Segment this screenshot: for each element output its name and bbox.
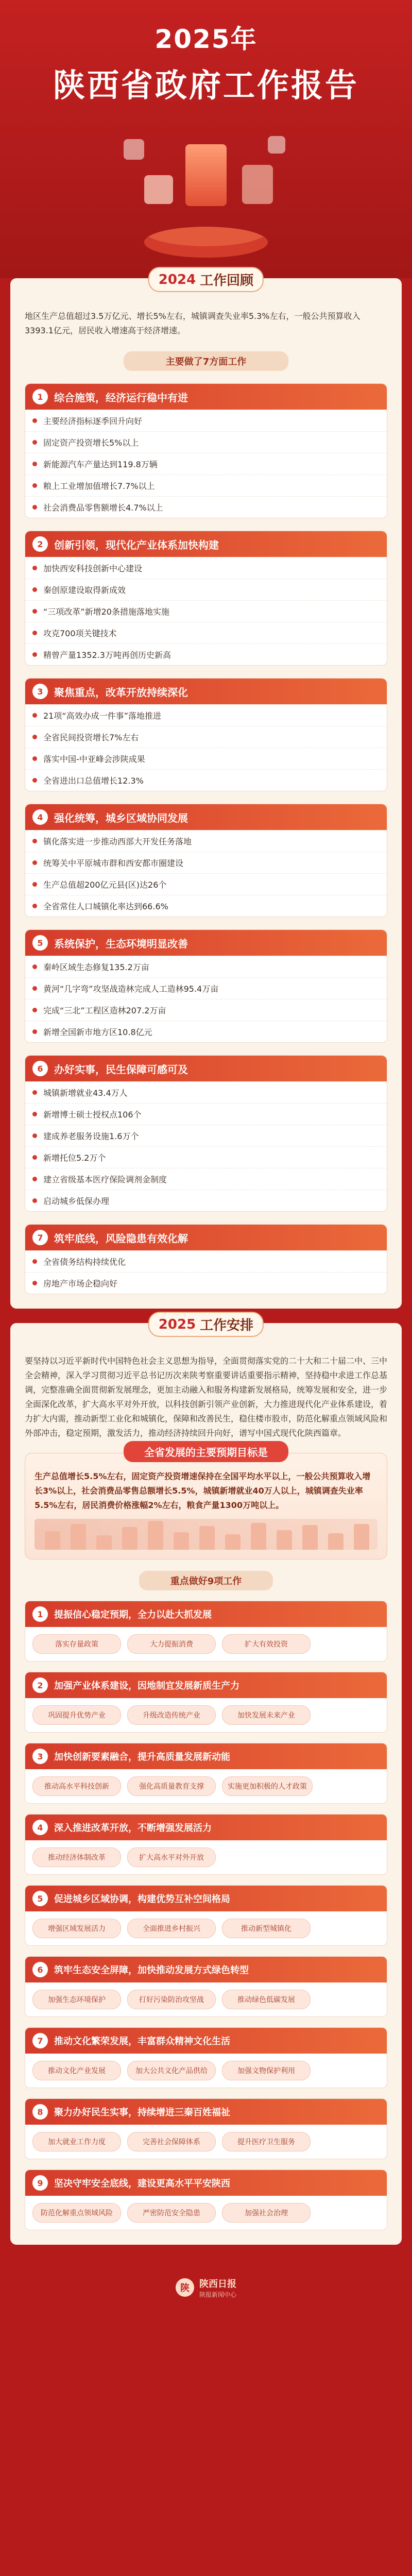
list-item: “三项改革”新增20条措施落地实施 bbox=[25, 600, 387, 622]
review-year: 2024 bbox=[158, 272, 196, 287]
bullet-dot-icon bbox=[32, 566, 37, 570]
list-item: 统筹关中平原城市群和西安都市圈建设 bbox=[25, 852, 387, 873]
task-chip: 实施更加积极的人才政策 bbox=[222, 1776, 313, 1796]
task-chip: 提升医疗卫生服务 bbox=[222, 2132, 311, 2151]
task-chips bbox=[25, 1982, 387, 2016]
task-chip: 加大就业工作力度 bbox=[32, 2132, 121, 2151]
bullet-dot-icon bbox=[32, 1029, 37, 1034]
footer-sub-text: 陕报新闻中心 bbox=[199, 2291, 236, 2298]
task-card bbox=[25, 1672, 387, 1733]
task-chips bbox=[25, 1627, 387, 1661]
review-card-title: 筑牢底线，风险隐患有效化解 bbox=[54, 1232, 188, 1245]
number-badge: 9 bbox=[32, 2175, 48, 2191]
list-item: 建成养老服务设施1.6万个 bbox=[25, 1125, 387, 1146]
task-header bbox=[25, 1957, 387, 1982]
list-item: 主要经济指标逐季回升向好 bbox=[25, 410, 387, 431]
review-card-header bbox=[25, 1056, 387, 1081]
bullet-dot-icon bbox=[32, 587, 37, 592]
task-chip: 推动新型城镇化 bbox=[222, 1919, 311, 1938]
task-header bbox=[25, 2170, 387, 2196]
task-header bbox=[25, 1743, 387, 1769]
task-chip: 升级改造传统产业 bbox=[127, 1705, 216, 1725]
plan-year: 2025 bbox=[158, 1316, 196, 1332]
review-card-title: 聚焦重点，改革开放持续深化 bbox=[54, 686, 188, 699]
city-skyline-illustration bbox=[35, 1519, 377, 1550]
list-item: 秦创原建设取得新成效 bbox=[25, 579, 387, 600]
review-card bbox=[25, 531, 387, 666]
hero-banner bbox=[0, 0, 412, 278]
list-item: 21项“高效办成一件事”落地推进 bbox=[25, 704, 387, 726]
list-item: 建立省级基本医疗保险调剂金制度 bbox=[25, 1168, 387, 1190]
list-item: 新能源汽车产量达到119.8万辆 bbox=[25, 453, 387, 474]
review-card bbox=[25, 678, 387, 791]
review-card-header bbox=[25, 804, 387, 830]
task-header bbox=[25, 1601, 387, 1627]
task-card bbox=[25, 1743, 387, 1804]
task-chips bbox=[25, 1769, 387, 1803]
list-item: 固定资产投资增长5%以上 bbox=[25, 431, 387, 453]
bullet-dot-icon bbox=[32, 1177, 37, 1181]
task-header bbox=[25, 1672, 387, 1698]
task-card bbox=[25, 2170, 387, 2230]
bullet-dot-icon bbox=[32, 609, 37, 614]
bullet-dot-icon bbox=[32, 462, 37, 466]
task-chip: 加快发展未来产业 bbox=[222, 1705, 311, 1725]
number-badge: 1 bbox=[32, 1606, 48, 1622]
task-chips bbox=[25, 1911, 387, 1945]
task-title: 筑牢生态安全屏障，加快推动发展方式绿色转型 bbox=[54, 1965, 249, 1976]
bullet-dot-icon bbox=[32, 735, 37, 739]
list-item: 粮上工业增加值增长7.7%以上 bbox=[25, 474, 387, 496]
number-badge: 2 bbox=[32, 536, 48, 552]
review-card-title: 综合施策，经济运行稳中有进 bbox=[54, 391, 188, 404]
review-card-header bbox=[25, 384, 387, 410]
task-title: 聚力办好民生实事，持续增进三秦百姓福祉 bbox=[54, 2107, 230, 2118]
task-card bbox=[25, 2098, 387, 2159]
task-chip: 完善社会保障体系 bbox=[127, 2132, 216, 2151]
task-chip: 加大公共文化产品供给 bbox=[127, 2061, 216, 2080]
task-chip: 推动文化产业发展 bbox=[32, 2061, 121, 2080]
bullet-dot-icon bbox=[32, 1133, 37, 1138]
bullet-dot-icon bbox=[32, 652, 37, 657]
task-chip: 防范化解重点领域风险 bbox=[32, 2203, 121, 2223]
task-chip: 加强社会治理 bbox=[222, 2203, 311, 2223]
list-item: 镇化落实进一步推动西部大开发任务落地 bbox=[25, 830, 387, 852]
review-card bbox=[25, 1224, 387, 1294]
bullet-dot-icon bbox=[32, 1008, 37, 1012]
list-item: 新增博士硕士授权点106个 bbox=[25, 1103, 387, 1125]
bullet-dot-icon bbox=[32, 1259, 37, 1264]
list-item: 全省民间投资增长7%左右 bbox=[25, 726, 387, 748]
task-chip: 增强区域发展活力 bbox=[32, 1919, 121, 1938]
number-badge: 6 bbox=[32, 1962, 48, 1977]
task-header bbox=[25, 2028, 387, 2054]
bullet-dot-icon bbox=[32, 778, 37, 783]
number-badge: 6 bbox=[32, 1061, 48, 1076]
bullet-dot-icon bbox=[32, 505, 37, 510]
task-card bbox=[25, 1885, 387, 1946]
task-chip: 巩固提升优势产业 bbox=[32, 1705, 121, 1725]
section-header-review bbox=[148, 267, 264, 292]
task-chip: 落实存量政策 bbox=[32, 1634, 121, 1654]
list-item: 城镇新增就业43.4万人 bbox=[25, 1081, 387, 1103]
list-item: 社会消费品零售额增长4.7%以上 bbox=[25, 496, 387, 518]
task-card bbox=[25, 2027, 387, 2088]
task-chip: 扩大高水平对外开放 bbox=[127, 1848, 216, 1867]
footer-logo-text: 陕西日报 bbox=[199, 2278, 236, 2290]
list-item: 黄河“几字弯”攻坚战造林完成人工造林95.4万亩 bbox=[25, 977, 387, 999]
footer-logo bbox=[176, 2277, 236, 2299]
tasks-title: 重点做好9项工作 bbox=[139, 1571, 273, 1590]
number-badge: 7 bbox=[32, 1230, 48, 1245]
number-badge: 8 bbox=[32, 2104, 48, 2120]
task-title: 深入推进改革开放，不断增强发展活力 bbox=[54, 1823, 212, 1834]
task-header bbox=[25, 1815, 387, 1840]
task-chip: 加强生态环境保护 bbox=[32, 1990, 121, 2009]
footer bbox=[0, 2259, 412, 2316]
number-badge: 5 bbox=[32, 935, 48, 951]
newspaper-logo-icon: 陕 bbox=[176, 2278, 194, 2297]
bullet-dot-icon bbox=[32, 756, 37, 761]
section-review bbox=[10, 272, 402, 1309]
list-item: 加快西安科技创新中心建设 bbox=[25, 557, 387, 579]
bullet-dot-icon bbox=[32, 964, 37, 969]
list-item: 全省进出口总值增长12.3% bbox=[25, 769, 387, 791]
review-card-title: 办好实事，民生保障可感可及 bbox=[54, 1063, 188, 1076]
review-title: 工作回顾 bbox=[200, 273, 254, 289]
hero-year: 2025年 bbox=[154, 24, 258, 54]
task-chips bbox=[25, 1840, 387, 1874]
bullet-dot-icon bbox=[32, 440, 37, 445]
number-badge: 4 bbox=[32, 809, 48, 825]
bullet-dot-icon bbox=[32, 483, 37, 488]
task-title: 推动文化繁荣发展，丰富群众精神文化生活 bbox=[54, 2036, 230, 2047]
hero-title-text: 陕西省政府工作报告 bbox=[53, 66, 359, 104]
number-badge: 7 bbox=[32, 2033, 48, 2048]
task-title: 加强产业体系建设，因地制宜发展新质生产力 bbox=[54, 1681, 239, 1691]
goals-title: 全省发展的主要预期目标是 bbox=[124, 1441, 288, 1462]
task-chip: 扩大有效投资 bbox=[222, 1634, 311, 1654]
review-card-header bbox=[25, 930, 387, 956]
task-chips bbox=[25, 2125, 387, 2159]
review-intro: 地区生产总值超过3.5万亿元、增长5%左右，城镇调查失业率5.3%左右，一般公共预算收入3393.1亿元，居民收入增速高于经济增速。 bbox=[25, 311, 360, 335]
list-item: 精曾产量1352.3万吨再创历史新高 bbox=[25, 643, 387, 665]
bullet-dot-icon bbox=[32, 631, 37, 635]
task-chips bbox=[25, 2196, 387, 2230]
task-chip: 打好污染防治攻坚战 bbox=[127, 1990, 216, 2009]
review-card-title: 系统保护，生态环境明显改善 bbox=[54, 937, 188, 950]
section-plan bbox=[10, 1316, 402, 2245]
review-card-title: 创新引领，现代化产业体系加快构建 bbox=[54, 538, 219, 551]
number-badge: 2 bbox=[32, 1677, 48, 1693]
review-card-header bbox=[25, 531, 387, 557]
number-badge: 5 bbox=[32, 1891, 48, 1906]
number-badge: 4 bbox=[32, 1820, 48, 1835]
bullet-dot-icon bbox=[32, 904, 37, 908]
task-title: 加快创新要素融合，提升高质量发展新动能 bbox=[54, 1752, 230, 1762]
task-chips bbox=[25, 1698, 387, 1732]
task-card bbox=[25, 1601, 387, 1662]
bullet-dot-icon bbox=[32, 1198, 37, 1203]
task-header bbox=[25, 1886, 387, 1911]
bullet-dot-icon bbox=[32, 1281, 37, 1285]
number-badge: 3 bbox=[32, 1749, 48, 1764]
task-chip: 推动绿色低碳发展 bbox=[222, 1990, 311, 2009]
goals-text: 生产总值增长5.5%左右，固定资产投资增速保持在全国平均水平以上，一般公共预算收入增长3%以上，社会消费品零售总额增长5.5%，城镇新增就业40万人以上，城镇调查失业率5.5%左右，居民消费价格涨幅2%左右，粮食产量1300万吨以上。 bbox=[35, 1471, 371, 1510]
bullet-dot-icon bbox=[32, 882, 37, 887]
goals-box bbox=[25, 1446, 387, 1560]
review-card-header bbox=[25, 1225, 387, 1250]
review-card bbox=[25, 1055, 387, 1212]
review-card bbox=[25, 804, 387, 917]
task-title: 促进城乡区域协调，构建优势互补空间格局 bbox=[54, 1894, 230, 1905]
list-item: 生产总值超200亿元县(区)达26个 bbox=[25, 873, 387, 895]
task-card bbox=[25, 1956, 387, 2017]
task-card bbox=[25, 1814, 387, 1875]
review-card bbox=[25, 929, 387, 1043]
list-item: 房地产市场企稳向好 bbox=[25, 1272, 387, 1294]
hero-illustration bbox=[113, 134, 299, 263]
bullet-dot-icon bbox=[32, 1090, 37, 1095]
bullet-dot-icon bbox=[32, 418, 37, 423]
task-chip: 推动高水平科技创新 bbox=[32, 1776, 121, 1796]
bullet-dot-icon bbox=[32, 839, 37, 843]
bullet-dot-icon bbox=[32, 1155, 37, 1160]
task-chip: 严密防范安全隐患 bbox=[127, 2203, 216, 2223]
bullet-dot-icon bbox=[32, 713, 37, 718]
task-chip: 加强文物保护利用 bbox=[222, 2061, 311, 2080]
task-title: 坚决守牢安全底线，建设更高水平平安陕西 bbox=[54, 2178, 230, 2189]
review-card-title: 强化统筹，城乡区域协同发展 bbox=[54, 811, 188, 824]
list-item: 完成“三北”工程区造林207.2万亩 bbox=[25, 999, 387, 1021]
review-subtitle: 主要做了7方面工作 bbox=[124, 351, 288, 371]
review-card-header bbox=[25, 679, 387, 704]
list-item: 落实中国-中亚峰会涉陕成果 bbox=[25, 748, 387, 769]
list-item: 秦岭区域生态修复135.2万亩 bbox=[25, 956, 387, 977]
task-chip: 强化高质量教育支撑 bbox=[127, 1776, 216, 1796]
task-header bbox=[25, 2099, 387, 2125]
task-chip: 推动经济体制改革 bbox=[32, 1848, 121, 1867]
plan-title: 工作安排 bbox=[200, 1318, 254, 1333]
task-chip: 大力提振消费 bbox=[127, 1634, 216, 1654]
list-item: 全省常住人口城镇化率达到66.6% bbox=[25, 895, 387, 917]
hero-title bbox=[0, 19, 412, 106]
number-badge: 3 bbox=[32, 684, 48, 699]
task-chip: 全面推进乡村振兴 bbox=[127, 1919, 216, 1938]
list-item: 新增托位5.2万个 bbox=[25, 1146, 387, 1168]
bullet-dot-icon bbox=[32, 986, 37, 991]
review-card bbox=[25, 383, 387, 518]
number-badge: 1 bbox=[32, 389, 48, 404]
task-title: 提振信心稳定预期，全力以赴大抓发展 bbox=[54, 1609, 212, 1620]
list-item: 新增全国新市地方区10.8亿元 bbox=[25, 1021, 387, 1042]
task-chips bbox=[25, 2054, 387, 2088]
section-header-plan bbox=[148, 1312, 264, 1337]
bullet-dot-icon bbox=[32, 860, 37, 865]
list-item: 启动城乡低保办理 bbox=[25, 1190, 387, 1211]
bullet-dot-icon bbox=[32, 1112, 37, 1116]
list-item: 全省债务结构持续优化 bbox=[25, 1250, 387, 1272]
plan-text: 要坚持以习近平新时代中国特色社会主义思想为指导，全面贯彻落实党的二十大和二十届二中、三中全会精神，深入学习贯彻习近平总书记历次来陕考察重要讲话重要指示精神，坚持稳中求进工作总基调，完整准确全面贯彻新发展理念，更加主动融入和服务构建新发展格局，统筹发展和安全，进一步全面深化改革，扩大高水平对外开放，以科技创新引领产业创新，大力推进现代化产业体系建设，着力扩大内需，推动新型工业化和城镇化，保障和改善民生，稳住楼市股市，防范化解重点领域风险和外部冲击，稳定预期，激发活力，推动经济持续回升向好，谱写中国式现代化陕西篇章。 bbox=[25, 1356, 388, 1438]
list-item: 攻克700项关键技术 bbox=[25, 622, 387, 643]
